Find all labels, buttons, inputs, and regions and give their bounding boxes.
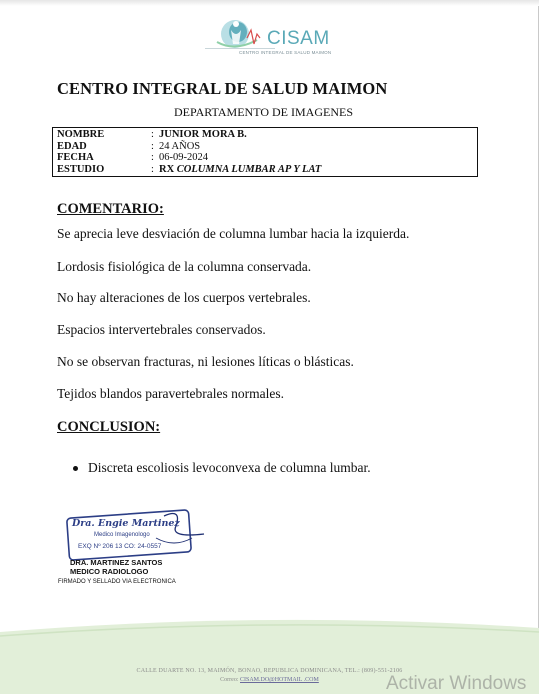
conclusion-item [73,460,371,476]
patient-name: JUNIOR MORA B. [159,129,247,140]
logo-subtext: CENTRO INTEGRAL DE SALUD MAIMON [239,50,332,55]
info-label: ESTUDIO [57,163,105,175]
logo-wordmark: CISAM [267,28,330,49]
comment-line: No hay alteraciones de los cuerpos vertebrales. [57,290,311,305]
comment-line: Lordosis fisiológica de la columna conservada. [57,259,312,274]
patient-info-box [52,127,478,177]
stamp-title: Medico Imagenologo [94,532,150,538]
bullet-icon [73,466,78,471]
cisam-logo [205,12,335,58]
conclusion-heading: CONCLUSION: [57,419,161,435]
comments-heading: COMENTARIO: [57,201,164,217]
info-separator: : [151,163,154,175]
study-date: 06-09-2024 [159,152,208,163]
stamp-doctor-name: Dra. Engie Martinez [72,518,180,529]
document-title: CENTRO INTEGRAL DE SALUD MAIMON [57,79,388,98]
comment-line: Se aprecia leve desviación de columna lumbar hacia la izquierda. [57,226,410,241]
comment-line: No se observan fracturas, ni lesiones líticas o blásticas. [57,354,354,369]
info-separator: : [151,140,154,152]
signer-role: MEDICO RADIOLOGO [70,567,149,576]
footer-email-prefix: Correo: [220,677,239,683]
info-label: EDAD [57,140,87,152]
conclusion-text: Discreta escoliosis levoconvexa de columna lumbar. [88,460,371,475]
info-separator: : [151,129,154,140]
signer-name: DRA. MARTINEZ SANTOS [70,558,163,567]
signature-note: FIRMADO Y SELLADO VIA ELECTRONICA [58,579,176,585]
signature-stamp [64,508,214,563]
info-separator: : [151,152,154,163]
department-subtitle: DEPARTAMENTO DE IMAGENES [174,105,353,119]
info-row-fecha [57,152,473,164]
patient-age: 24 AÑOS [159,140,201,152]
stamp-license: EXQ Nº 206 13 CO: 24-0557 [78,543,162,550]
info-label: NOMBRE [57,129,105,140]
study-type-prefix: RX [159,163,177,175]
footer-address: CALLE DUARTE NO. 13, MAIMÓN, BONAO, REPUBLICA DOMINICANA, TEL.: (809)-551-2106 [136,668,403,674]
info-row-nombre [57,129,473,141]
footer-email-link[interactable]: CISAM.DO@HOTMAIL .COM [240,677,319,683]
info-row-estudio [57,164,473,176]
info-label: FECHA [57,152,94,163]
comment-line: Espacios intervertebrales conservados. [57,322,266,337]
comment-line: Tejidos blandos paravertebrales normales. [57,386,284,401]
study-type: COLUMNA LUMBAR AP Y LAT [176,163,322,175]
info-row-edad [57,141,473,153]
activate-windows-watermark: Activar Windows [386,673,527,694]
top-shadow [0,0,539,6]
